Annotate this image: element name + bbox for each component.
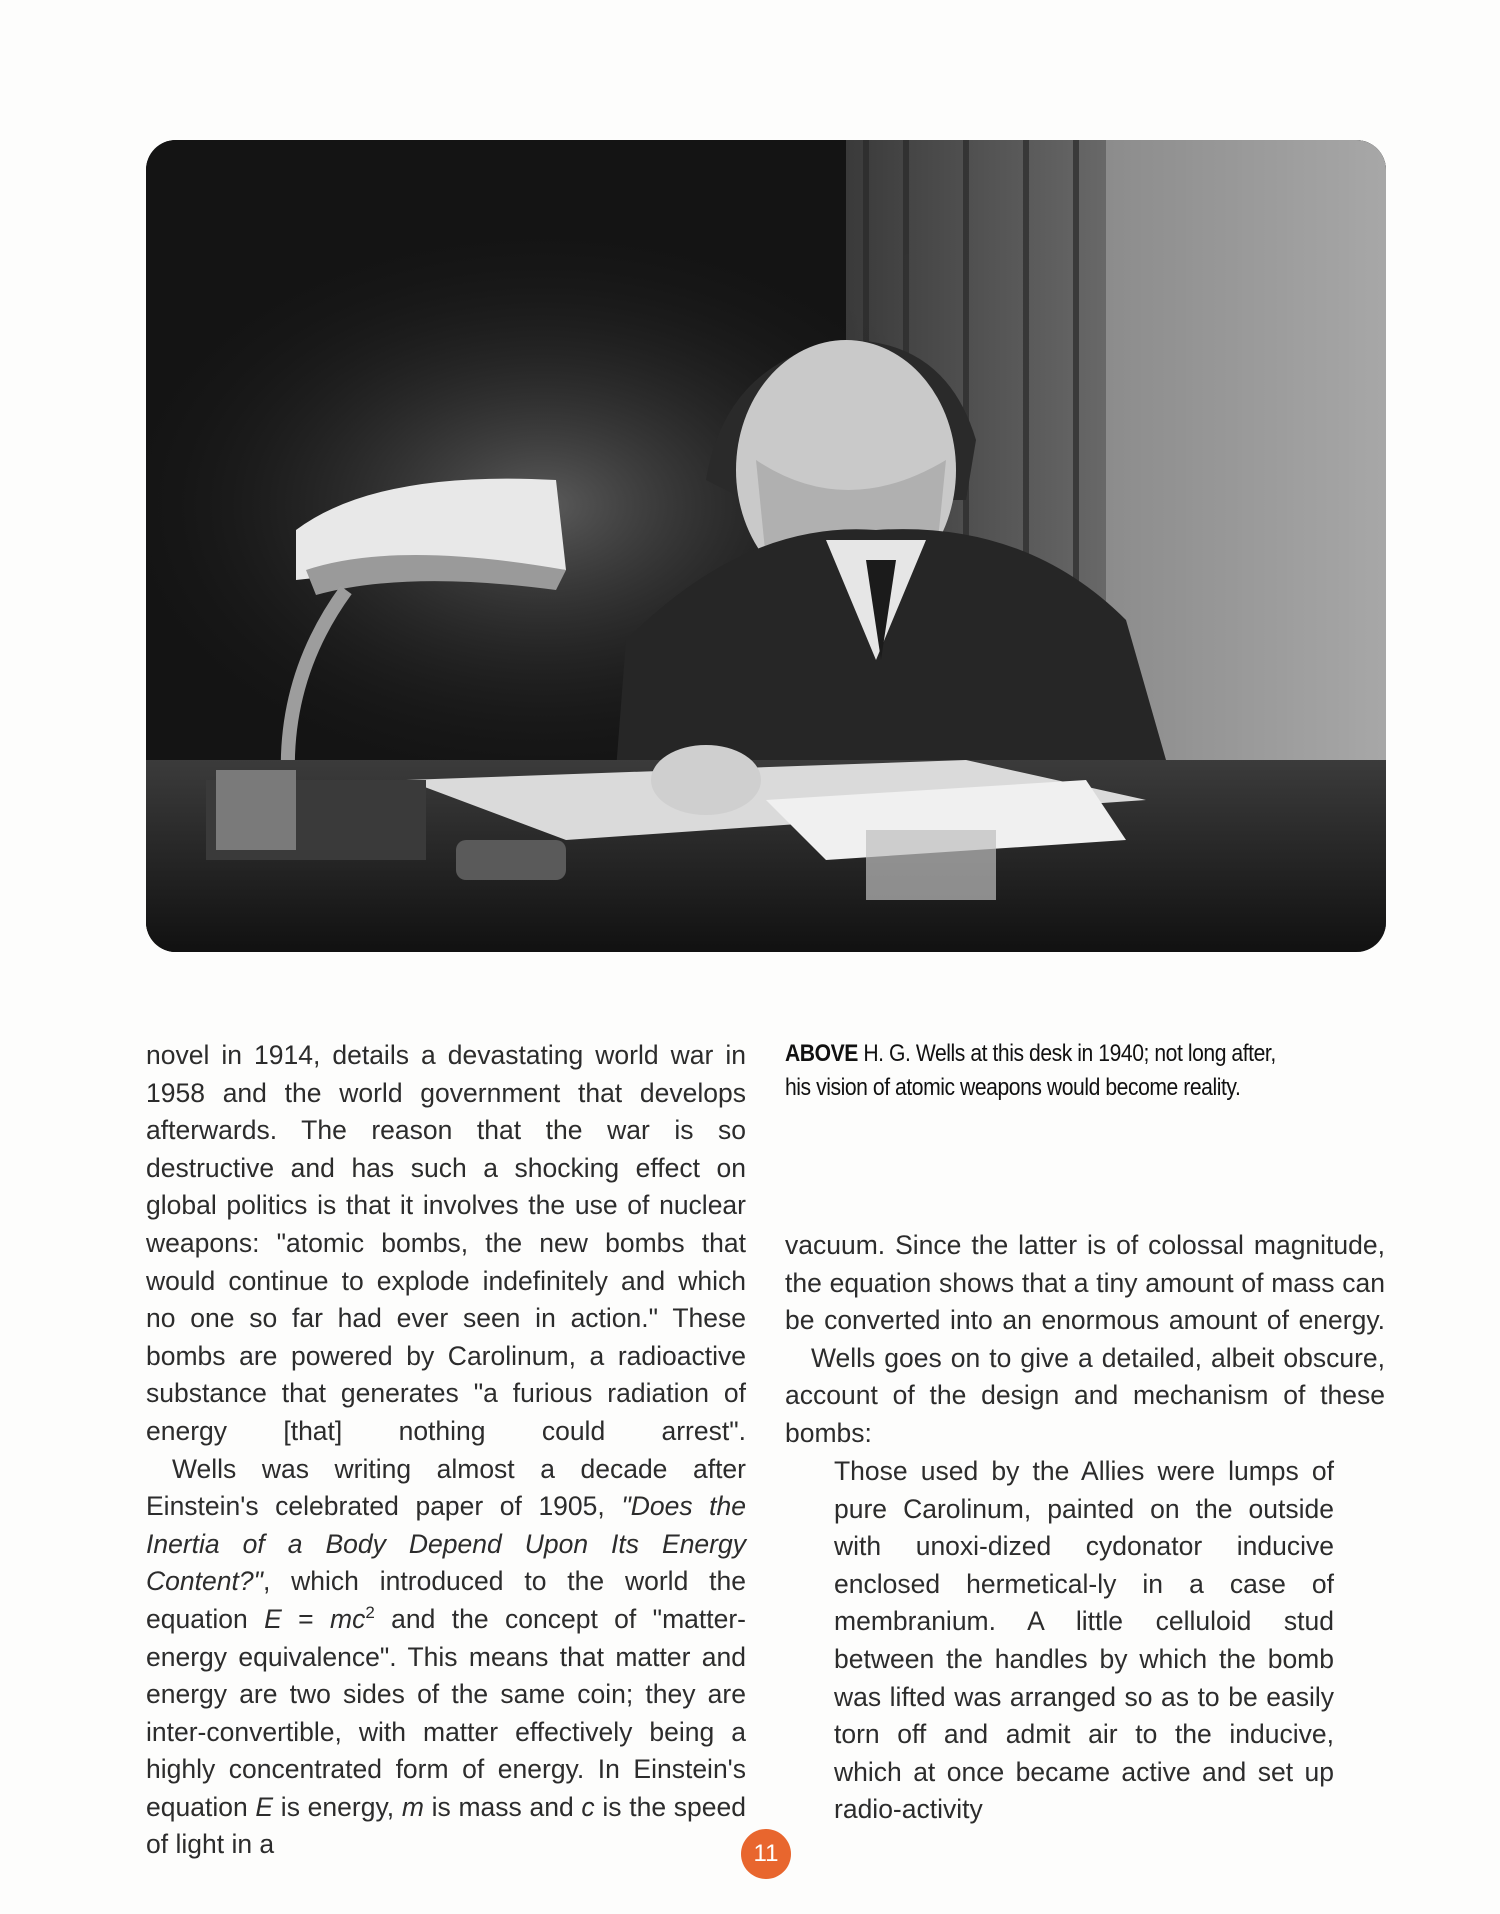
left-paragraph-2: Wells was writing almost a decade after Einstein's celebrated paper of 1905, "Does the Inertia of a Body Depend Upon Its Energy Content?", which introduced to the world the equation $E = mc^2$ and the concept of "matter-energy equivalence". This means that matter and energy are two sides of the same coin; they are inter-convertible, with matter effectively being a highly concentrated form of energy. In Einstein's equation E is energy, m is mass and c is the speed of light in a xyxy=(146,1453,746,1860)
photo-caption xyxy=(785,1037,1278,1105)
caption-lead: ABOVE xyxy=(785,1040,858,1067)
right-paragraph-1: vacuum. Since the latter is of colossal magnitude, the equation shows that a tiny amount of mass can be converted into an enormous amount of energy. xyxy=(785,1230,1385,1336)
right-column xyxy=(785,1227,1385,1453)
left-column xyxy=(146,1037,746,1864)
left-paragraph-1: novel in 1914, details a devastating world war in 1958 and the world government that develops afterwards. The reason that the war is so destructive and has such a shocking effect on global politics is that it involves the use of nuclear weapons: "atomic bombs, the new bombs that would continue to explode indefinitely and which no one so far had ever seen in action." These bombs are powered by Carolinum, a radioactive substance that generates "a furious radiation of energy [that] nothing could arrest". xyxy=(146,1040,746,1446)
wells-photograph xyxy=(146,140,1386,952)
photo-illustration xyxy=(146,140,1386,952)
block-quote xyxy=(834,1453,1334,1829)
paper-title: "Does the Inertia of a Body Depend Upon Its Energy Content?" xyxy=(146,1491,746,1597)
quote-text: Those used by the Allies were lumps of pure Carolinum, painted on the outside with unoxi-dized cydonator inducive enclosed hermetical-ly in a case of membranium. A little celluloid stud between the handles by which the bomb was lifted was arranged so as to be easily torn off and admit air to the inducive, which at once became active and set up radio-activity xyxy=(834,1456,1334,1825)
equation: E xyxy=(264,1603,282,1634)
page-number: 11 xyxy=(741,1829,791,1879)
right-paragraph-2: Wells goes on to give a detailed, albeit obscure, account of the design and mechanism of these bombs: xyxy=(785,1342,1385,1448)
caption-text: H. G. Wells at this desk in 1940; not long after, his vision of atomic weapons would become reality. xyxy=(785,1040,1276,1101)
